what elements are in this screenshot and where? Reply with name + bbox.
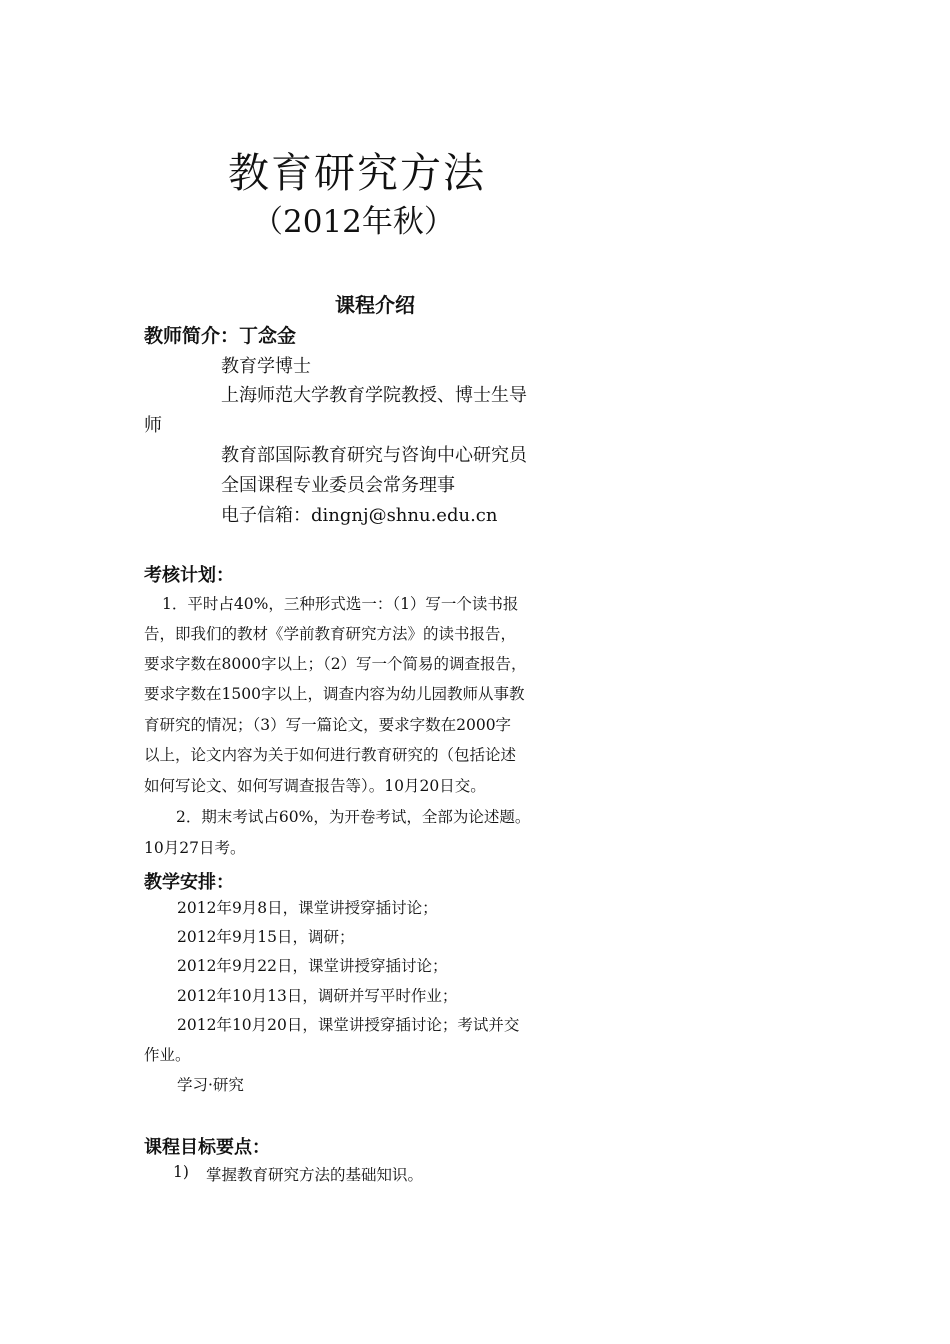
assessment-heading: 考核计划：	[144, 565, 234, 586]
goal-text: 掌握教育研究方法的基础知识。	[206, 1166, 424, 1184]
schedule-line: 2012年10月20日，课堂讲授穿插讨论；考试并交	[177, 1016, 520, 1034]
schedule-line: 学习·研究	[177, 1076, 244, 1094]
schedule-heading: 教学安排：	[144, 872, 234, 893]
goals-heading: 课程目标要点：	[144, 1137, 270, 1158]
assessment-line: 育研究的情况；（3）写一篇论文，要求字数在2000字	[144, 716, 512, 734]
assessment-line: 2．期末考试占60%，为开卷考试，全部为论述题。	[176, 808, 531, 826]
document-subtitle: （2012年秋）	[252, 204, 455, 240]
assessment-line: 要求字数在8000字以上；（2）写一个简易的调查报告，	[144, 655, 527, 673]
teacher-line: 教育部国际教育研究与咨询中心研究员	[221, 445, 527, 466]
teacher-email: 电子信箱：dingnj@shnu.edu.cn	[221, 505, 498, 526]
schedule-line: 作业。	[144, 1046, 191, 1064]
teacher-line: 教育学博士	[221, 356, 311, 377]
schedule-line: 2012年10月13日，调研并写平时作业；	[177, 987, 458, 1005]
assessment-line: 1．平时占40%，三种形式选一：（1）写一个读书报	[162, 595, 519, 613]
assessment-line: 以上，论文内容为关于如何进行教育研究的（包括论述	[144, 746, 517, 764]
document-title: 教育研究方法	[228, 149, 486, 197]
goal-number: 1)	[173, 1163, 189, 1181]
teacher-line: 师	[144, 415, 162, 436]
assessment-line: 10月27日考。	[144, 839, 246, 857]
assessment-line: 告，即我们的教材《学前教育研究方法》的读书报告，	[144, 625, 517, 643]
teacher-heading: 教师简介：丁念金	[144, 325, 297, 347]
assessment-line: 要求字数在1500字以上，调查内容为幼儿园教师从事教	[144, 685, 525, 703]
section-heading-intro: 课程介绍	[335, 293, 415, 317]
assessment-line: 如何写论文、如何写调查报告等）。10月20日交。	[144, 777, 486, 795]
schedule-line: 2012年9月15日，调研；	[177, 928, 355, 946]
teacher-line: 全国课程专业委员会常务理事	[221, 475, 455, 496]
schedule-line: 2012年9月8日，课堂讲授穿插讨论；	[177, 899, 438, 917]
schedule-line: 2012年9月22日，课堂讲授穿插讨论；	[177, 957, 448, 975]
teacher-line: 上海师范大学教育学院教授、博士生导	[221, 385, 527, 406]
